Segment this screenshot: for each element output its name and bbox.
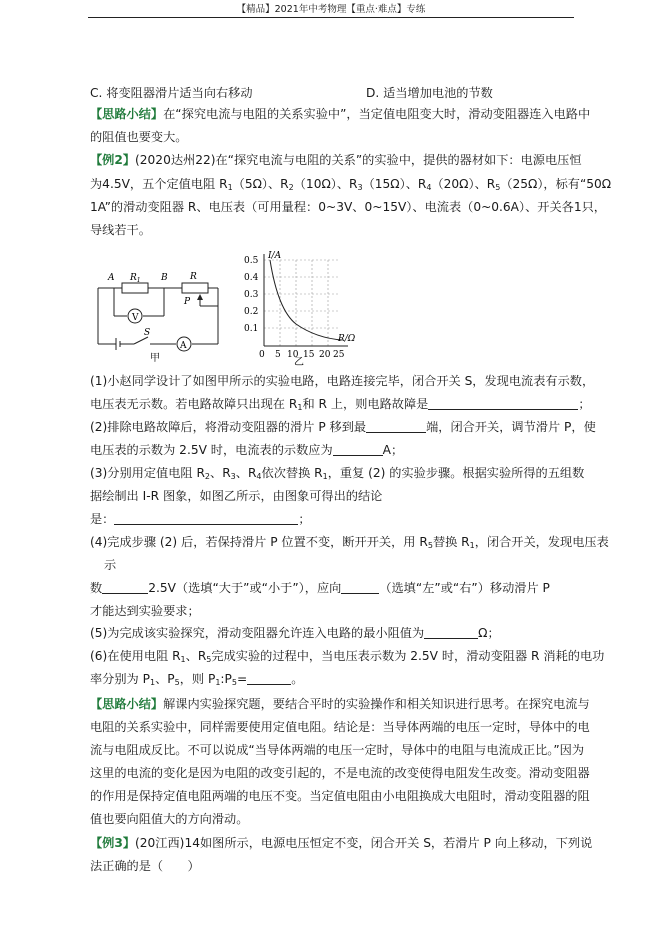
ytick-0.5: 0.5 [244,256,259,266]
example2-line3: 1A”的滑动变阻器 R、电压表（可用量程：0~3V、0~15V）、电流表（0~0.6A）、开关各1只， [90,200,606,214]
q4-line3: 数 2.5V（选填“大于”或“小于”），应向 （选填“左”或“右”）移动滑片 P [90,581,550,595]
option-c: C. 将变阻器滑片适当向右移动 [90,86,253,100]
slider-arrow [197,294,203,300]
resistor-r1 [122,283,148,293]
example3-line1: 【例3】(20江西)14如图所示，电源电压恒定不变，闭合开关 S，若滑片 P 向上移动，下列说 [90,836,593,850]
q4-compare-blank[interactable] [102,581,148,594]
summary2-line6: 值也要向阻值大的方向滑动。 [90,812,249,826]
example3-tag: 【例3】 [90,836,136,850]
q3-line1: (3)分别用定值电阻 $R_2$、$R_3$、$R_4$依次替换 $R_1$，重复 (2) 的实验步骤。根据实验所得的五组数 [90,466,585,481]
circuit-diagram [92,262,232,362]
xtick-5: 5 [275,350,281,360]
xtick-15: 15 [303,350,315,360]
rheostat-r [182,283,208,293]
graph-ylabel: I/A [268,251,282,261]
summary1-line2: 的阻值也要变大。 [90,130,188,144]
q5-line1: (5)为完成该实验探究，滑动变阻器允许连入电路的最小阻值为 Ω； [90,626,500,640]
label-b: B [161,273,168,283]
summary1-line1: 【思路小结】在“探究电流与电阻的关系实验中”，当定值电阻变大时，滑动变阻器连入电路中 [90,107,591,121]
q3-conclusion-blank[interactable] [114,512,298,525]
q3-line3: 是： ； [90,512,311,526]
example2-line4: 导线若干。 [90,223,151,237]
summary2-line3: 流与电阻成反比。不可以说成“当导体两端的电压一定时，导体中的电阻与电流成正比。”因为 [90,743,585,757]
q2-line2: 电压表的示数为 2.5V 时，电流表的示数应为 A； [90,443,404,457]
summary2-line5: 的作用是保持定值电阻两端的电压不变。当定值电阻由小电阻换成大电阻时，滑动变阻器的阻 [90,789,590,803]
label-s: S [144,328,151,338]
label-r1: $R_1$ [130,273,141,284]
graph-xlabel: R/Ω [338,334,356,344]
label-p: P [184,297,191,307]
q4-line1: (4)完成步骤 (2) 后，若保持滑片 P 位置不变，断开开关，用 $R_5$替换 $R_1$，闭合开关，发现电压表 [90,535,609,550]
example3-line2: 法正确的是（ ） [90,859,200,873]
label-a: A [108,273,115,283]
q4-direction-blank[interactable] [341,581,379,594]
q1-answer-blank[interactable] [428,397,578,410]
page-header: 【精品】2021年中考物理【重点·难点】专练 [88,3,574,18]
graph-caption: 乙 [294,357,304,366]
q1-line1: (1)小赵同学设计了如图甲所示的实验电路，电路连接完毕，闭合开关 S，发现电流表有示数， [90,374,595,388]
option-d: D. 适当增加电池的节数 [366,86,493,100]
q5-min-resistance-blank[interactable] [424,626,478,639]
q6-ratio-blank[interactable] [247,672,291,685]
xtick-20: 20 [319,350,331,360]
q4-line4: 才能达到实验要求； [90,604,200,618]
switch-blade [134,337,148,344]
summary2-line4: 这里的电流的变化是因为电阻的改变引起的，不是电流的改变使得电阻发生改变。滑动变阻器 [90,766,590,780]
xtick-25: 25 [333,350,345,360]
q3-line2: 据绘制出 I-R 图象，如图乙所示，由图象可得出的结论 [90,489,383,503]
q6-line1: (6)在使用电阻 $R_1$、$R_5$完成实验的过程中，当电压表示数为 2.5V 时，滑动变阻器 R 消耗的电功 [90,649,605,664]
xtick-0: 0 [259,350,265,360]
example2-tag: 【例2】 [90,153,136,167]
ytick-0.1: 0.1 [244,324,259,334]
q2-line1: (2)排除电路故障后，将滑动变阻器的滑片 P 移到最 端，闭合开关，调节滑片 P，使 [90,420,596,434]
q2-end-blank[interactable] [366,420,426,433]
graph-grid [264,260,338,346]
circuit-caption: 甲 [150,353,160,362]
ytick-0.2: 0.2 [244,307,259,317]
summary2-tag: 【思路小结】 [90,697,164,711]
label-r: R [190,272,197,282]
ytick-0.4: 0.4 [244,273,259,283]
example2-line2: 为4.5V，五个定值电阻 $R_1(5\Omega)$、$R_2(10\Omega)$、$R_3(15\Omega)$、$R_4(20\Omega)$、$R_5(25\Omega)$，标有“50Ω [90,177,612,192]
ytick-0.3: 0.3 [244,290,259,300]
summary1-tag: 【思路小结】 [90,107,164,121]
q1-line2: 电压表无示数。若电路故障只出现在 $R_1$和 R 上，则电路故障是 ； [90,397,591,412]
example2-line1: 【例2】(2020达州22)在“探究电流与电阻的关系”的实验中，提供的器材如下：电源电压恒 [90,153,582,167]
q2-current-blank[interactable] [333,443,383,456]
summary2-line1: 【思路小结】解课内实验探究题，要结合平时的实验操作和相关知识进行思考。在探究电流与 [90,697,590,711]
label-v: V [132,313,139,323]
label-ammeter: A [180,341,187,351]
summary2-line2: 电阻的关系实验中，同样需要使用定值电阻。结论是：当导体两端的电压一定时，导体中的电 [90,720,590,734]
ir-graph [238,250,360,366]
q4-line2: 示 [104,558,117,572]
q6-line2: 率分别为 $P_1$、$P_5$，则 $P_1:P_5=$ 。 [90,672,304,687]
xtick-10: 10 [287,350,299,360]
